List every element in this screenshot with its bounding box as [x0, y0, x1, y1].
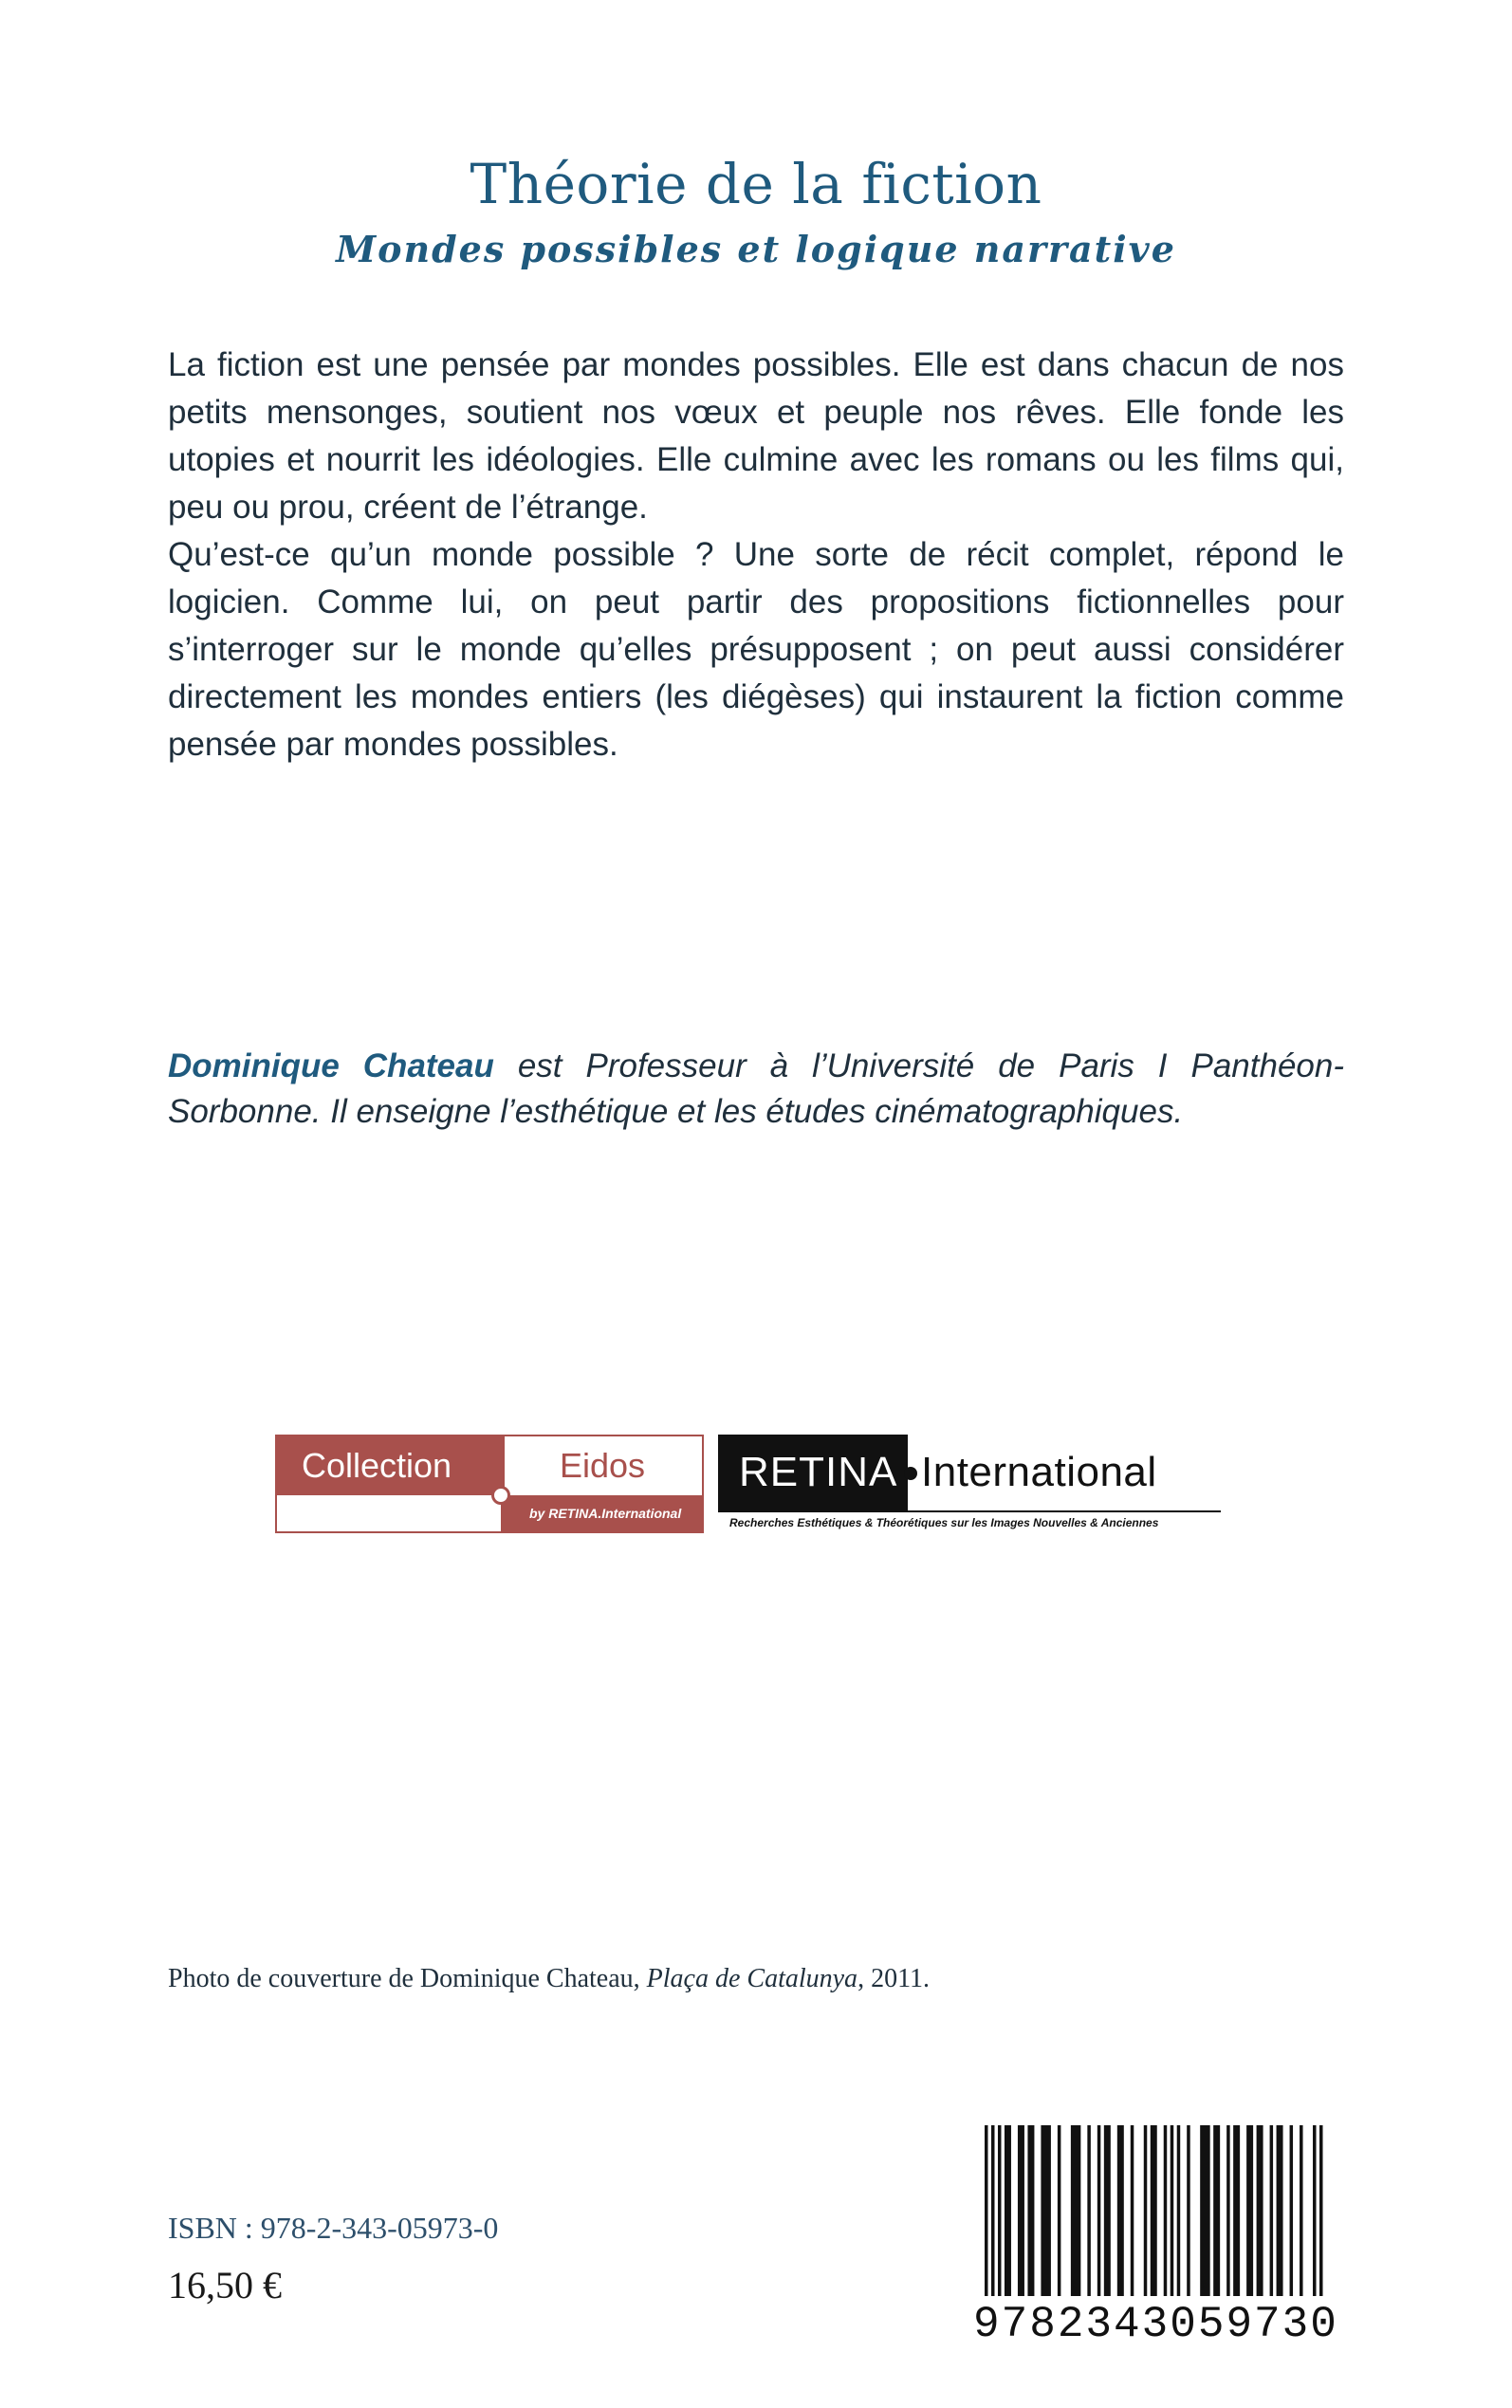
barcode-bar	[1027, 2125, 1034, 2296]
barcode-bar	[1290, 2125, 1294, 2296]
author-name: Dominique Chateau	[168, 1047, 494, 1084]
barcode-bar	[1171, 2125, 1174, 2296]
barcode-bar	[1087, 2125, 1091, 2296]
barcode-bar	[1277, 2125, 1283, 2296]
barcode-bar	[1164, 2125, 1168, 2296]
barcode-bar	[1300, 2125, 1303, 2296]
barcode-bar	[1144, 2125, 1148, 2296]
barcode-digits: 9782343059730	[973, 2296, 1337, 2353]
barcode-bar	[1319, 2125, 1323, 2296]
barcode-bar	[1257, 2125, 1263, 2296]
blurb	[168, 342, 1344, 769]
book-title: Théorie de la fiction	[470, 152, 1042, 216]
barcode-bar	[1226, 2125, 1230, 2296]
eidos-byline: by RETINA.International	[501, 1495, 702, 1531]
eidos-label: Eidos	[560, 1446, 646, 1485]
barcode-bar	[998, 2125, 1002, 2296]
barcode-bar	[1131, 2125, 1134, 2296]
author-bio-text: est Professeur à l’Université de Paris I Panthéon-Sorbonne. Il enseigne l’esthétique et les études cinématographiques.	[168, 1047, 1344, 1130]
barcode-bar	[1058, 2125, 1061, 2296]
barcode-bar	[1246, 2125, 1253, 2296]
isbn: ISBN : 978-2-343-05973-0	[168, 2211, 499, 2245]
price: 16,50 €	[168, 2264, 282, 2306]
international-label: International	[921, 1449, 1157, 1495]
barcode-bar	[1187, 2125, 1190, 2296]
barcode-bar	[1041, 2125, 1050, 2296]
retina-divider	[718, 1510, 1221, 1512]
retina-dot-icon	[904, 1467, 917, 1480]
blurb-paragraph-1: La fiction est une pensée par mondes possibles. Elle est dans chacun de nos petits mensonges, soutient nos vœux et peuple nos rêves. Elle fonde les utopies et nourrit les idéologies. Elle culmine avec les romans ou les films qui, peu ou prou, créent de l’étrange.	[168, 346, 1344, 526]
retina-label: RETINA	[718, 1435, 908, 1510]
barcode-bar	[1104, 2125, 1111, 2296]
barcode-bar	[1005, 2125, 1011, 2296]
author-bio	[168, 1044, 1344, 1135]
eidos-dot-icon	[491, 1486, 510, 1505]
blurb-paragraph-2: Qu’est-ce qu’un monde possible ? Une sorte de récit complet, répond le logicien. Comme lui, on peut partir des propositions fictionnelles pour s’interroger sur le monde qu’elles présupposent ; on peut aussi considérer directement les mondes entiers (les diégèses) qui instaurent la fiction comme pensée par mondes possibles.	[168, 536, 1344, 763]
collection-eidos-logo	[275, 1435, 704, 1533]
barcode-bar	[1097, 2125, 1101, 2296]
barcode-bar	[1117, 2125, 1124, 2296]
photo-credit-prefix: Photo de couverture de Dominique Chateau,	[168, 1964, 647, 1993]
retina-international-logo	[718, 1435, 1221, 1533]
barcode-bar	[1177, 2125, 1181, 2296]
barcode-bar	[1071, 2125, 1080, 2296]
retina-tagline: Recherches Esthétiques & Théorétiques sur les Images Nouvelles & Anciennes	[729, 1516, 1159, 1529]
photo-credit	[168, 1964, 930, 1994]
barcode-bar	[985, 2125, 988, 2296]
barcode-bar	[1018, 2125, 1024, 2296]
barcode-bar	[1313, 2125, 1317, 2296]
photo-credit-work: Plaça de Catalunya	[646, 1964, 858, 1993]
barcode-bar	[1151, 2125, 1157, 2296]
collection-label: Collection	[277, 1436, 505, 1495]
barcode-bar	[1200, 2125, 1209, 2296]
book-subtitle: Mondes possibles et logique narrative	[336, 228, 1176, 270]
barcode-bars	[973, 2125, 1337, 2296]
barcode-bar	[1233, 2125, 1240, 2296]
photo-credit-suffix: , 2011.	[857, 1964, 931, 1993]
barcode-bar	[1213, 2125, 1220, 2296]
barcode-bar	[1270, 2125, 1274, 2296]
barcode-bar	[991, 2125, 995, 2296]
